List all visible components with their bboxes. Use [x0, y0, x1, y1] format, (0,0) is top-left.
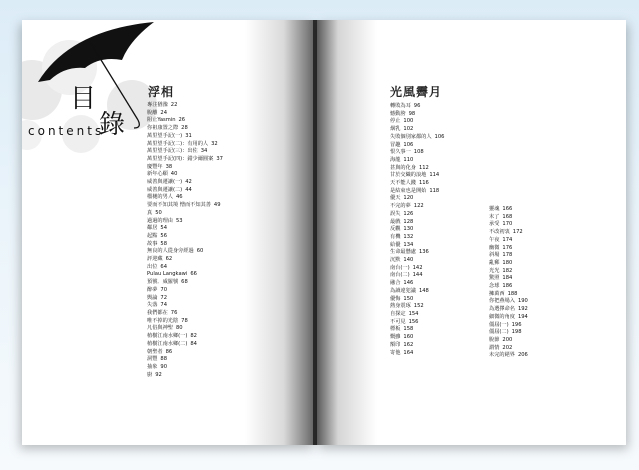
toc-entry: [147, 133, 223, 141]
toc-entry-title: 洞豐: [147, 356, 158, 363]
toc-entry: [489, 298, 528, 306]
toc-entry-page-number: 154: [408, 310, 419, 317]
toc-entry-page-number: 186: [502, 283, 513, 290]
toc-entry-title: 唯不掉的光陰: [147, 317, 179, 324]
toc-entry: [390, 350, 444, 358]
toc-entry-page-number: 162: [403, 341, 414, 348]
toc-entry-page-number: 202: [502, 344, 513, 351]
left-page: [22, 20, 315, 445]
toc-entry-page-number: 80: [175, 325, 183, 332]
open-book: [22, 20, 626, 445]
toc-entry-page-number: 74: [160, 302, 167, 309]
toc-entry-page-number: 192: [517, 306, 528, 313]
toc-entry-page-number: 100: [403, 118, 414, 125]
toc-entry: [147, 117, 223, 125]
right-page: [317, 20, 626, 445]
toc-entry-page-number: 172: [512, 229, 523, 236]
toc-entry-page-number: 114: [429, 172, 440, 179]
toc-entry-title: 不改初衷: [489, 229, 510, 236]
toc-entry-title: 威善與遷讓(一): [147, 179, 183, 186]
toc-entry-title: 優天: [390, 195, 401, 202]
toc-entry-page-number: 32: [211, 140, 218, 147]
toc-entry: [390, 234, 444, 242]
toc-entry-title: 未完的絕界: [489, 352, 515, 359]
toc-entry: [489, 252, 528, 260]
toc-list: [489, 206, 528, 360]
toc-entry: [390, 249, 444, 257]
toc-entry-title: 鄰居: [147, 225, 158, 232]
toc-entry-page-number: 184: [502, 275, 513, 282]
toc-list: [147, 102, 223, 379]
toc-entry: [147, 179, 223, 187]
toc-entry: [489, 329, 528, 337]
toc-entry: [147, 102, 223, 110]
toc-entry-title: 阻止Yasmin: [147, 117, 176, 124]
toc-entry-title: 沉默: [390, 257, 401, 264]
toc-entry-title: 標板: [390, 326, 401, 333]
toc-entry-title: 幽微: [489, 244, 500, 251]
toc-entry-page-number: 176: [502, 244, 513, 251]
toc-entry-page-number: 38: [165, 163, 173, 170]
toc-entry-page-number: 46: [175, 194, 183, 201]
toc-entry-page-number: 92: [155, 371, 162, 378]
toc-entry: [147, 210, 223, 218]
toc-entry-page-number: 130: [403, 226, 414, 233]
toc-entry-page-number: 72: [160, 294, 167, 301]
toc-entry-title: 念球: [489, 283, 500, 290]
toc-entry-title: 生命最懸處: [390, 249, 416, 256]
toc-entry: [390, 288, 444, 296]
toc-entry-title: 我們都在: [147, 309, 168, 316]
toc-entry: [390, 118, 444, 126]
toc-entry-title: 要而不知其境 憎而不知其善: [147, 202, 211, 209]
toc-entry-title: 慨雖: [390, 334, 401, 341]
toc-entry-title: 凡俗與神聖: [147, 325, 173, 332]
toc-entry-title: 甘於交織的浪地: [390, 172, 427, 179]
toc-entry-page-number: 158: [403, 326, 414, 333]
toc-entry-page-number: 56: [160, 232, 167, 239]
toc-entry: [489, 275, 528, 283]
toc-entry-title: 靈魂: [489, 206, 500, 212]
toc-entry: [147, 171, 223, 179]
toc-entry-page-number: 54: [160, 225, 167, 232]
toc-entry: [147, 325, 223, 333]
toc-entry-page-number: 98: [408, 110, 416, 117]
toc-entry-title: 植樹江南水鄉(二): [147, 340, 188, 347]
toc-entry-title: 不完的夢: [390, 203, 411, 210]
toc-entry-title: 為讀違犯議: [390, 287, 416, 294]
toc-entry-title: 慶豐年: [147, 163, 163, 170]
toc-entry: [390, 103, 444, 111]
toc-entry: [147, 341, 223, 349]
toc-entry-title: 抽象: [147, 363, 158, 370]
toc-entry-page-number: 28: [181, 125, 188, 132]
toc-entry-title: 斜場: [489, 252, 500, 259]
toc-entry-title: 失落: [147, 302, 158, 309]
toc-entry-title: 給優: [390, 241, 401, 248]
toc-entry-page-number: 112: [418, 164, 429, 171]
toc-entry: [147, 333, 223, 341]
toc-entry-page-number: 198: [511, 329, 522, 336]
toc-entry-page-number: 58: [160, 240, 167, 247]
toc-entry-title: 廚: [147, 371, 153, 378]
toc-entry-title: 醉夢: [147, 286, 158, 293]
toc-entry-title: 失敗個別家都的人: [390, 133, 432, 140]
toc-entry: [390, 134, 444, 142]
toc-entry-title: 出位: [147, 263, 158, 270]
toc-entry-title: 憾動胯: [390, 110, 406, 117]
toc-entry-page-number: 122: [413, 203, 424, 210]
toc-entry-page-number: 50: [155, 209, 162, 216]
toc-entry-title: 自探定: [390, 310, 406, 317]
toc-entry-title: 亂郵: [489, 259, 500, 266]
toc-entry: [147, 125, 223, 133]
toc-entry-page-number: 190: [517, 298, 528, 305]
toc-entry: [390, 342, 444, 350]
toc-entry-page-number: 156: [408, 318, 419, 325]
toc-entry-title: 僵屆(一): [489, 321, 509, 328]
toc-entry-page-number: 194: [517, 313, 528, 320]
toc-entry-page-number: 146: [403, 280, 414, 287]
toc-entry: [147, 156, 223, 164]
toc-entry: [390, 149, 444, 157]
toc-entry-title: 故事: [147, 240, 158, 247]
toc-entry-page-number: 126: [403, 210, 414, 217]
toc-entry-title: 你祖康置之際: [147, 125, 179, 132]
toc-entry-title: 無良的人從身旁經過: [147, 248, 194, 255]
toc-entry: [489, 306, 528, 314]
toc-entry-title: 評迎藏: [147, 256, 163, 263]
toc-entry-title: 光光: [489, 267, 500, 274]
toc-entry-title: 驚照: [489, 275, 500, 282]
toc-entry-page-number: 120: [403, 195, 414, 202]
toc-list: [390, 103, 444, 357]
chapter-title: 光風霽月: [390, 85, 443, 99]
toc-entry-page-number: 132: [403, 233, 414, 240]
toc-entry-page-number: 170: [502, 221, 513, 228]
toc-entry-title: 寄他: [390, 349, 401, 356]
toc-entry-title: 萬里望手記(四)：錯少爾圓案: [147, 155, 214, 162]
toc-entry-title: 甚與的化身: [390, 164, 416, 171]
toc-entry-page-number: 34: [200, 148, 208, 155]
toc-entry-title: 承受: [489, 221, 500, 228]
toc-entry: [147, 248, 223, 256]
toc-entry-page-number: 31: [185, 132, 192, 139]
toc-entry: [147, 349, 223, 357]
toc-entry-page-number: 136: [418, 249, 429, 256]
toc-entry-page-number: 168: [502, 213, 513, 220]
toc-entry: [147, 279, 223, 287]
toc-entry-page-number: 96: [413, 103, 421, 109]
toc-entry-page-number: 88: [160, 356, 167, 363]
toc-entry: [489, 337, 528, 345]
toc-entry: [489, 237, 528, 245]
toc-entry-page-number: 40: [170, 171, 178, 178]
toc-entry-page-number: 152: [413, 303, 424, 310]
toc-entry: [390, 257, 444, 265]
toc-entry-title: 起點: [147, 232, 158, 239]
toc-entry: [147, 356, 223, 364]
toc-entry: [489, 229, 528, 237]
toc-entry: [390, 180, 444, 188]
toc-entry: [390, 211, 444, 219]
toc-entry-title: 謂情: [489, 344, 500, 351]
toc-entry-title: 你把燕場入: [489, 298, 515, 305]
toc-entry: [147, 194, 223, 202]
toc-entry-title: 海龍: [390, 156, 401, 163]
toc-entry: [147, 310, 223, 318]
toc-entry: [147, 295, 223, 303]
toc-entry: [489, 352, 528, 360]
toc-entry-title: 最戲: [390, 218, 401, 225]
toc-entry-page-number: 164: [403, 349, 414, 356]
toc-entry: [489, 283, 528, 291]
toc-entry-page-number: 37: [216, 155, 223, 162]
toc-entry-title: 真: [147, 209, 153, 216]
toc-entry: [147, 287, 223, 295]
toc-entry-title: 榴槤的男人: [147, 194, 173, 201]
toc-entry: [390, 203, 444, 211]
toc-entry-page-number: 166: [502, 206, 513, 212]
toc-entry-title: 過過的理由: [147, 217, 173, 224]
toc-entry-title: 額印: [390, 341, 401, 348]
toc-entry-page-number: 116: [418, 180, 429, 187]
toc-entry: [390, 226, 444, 234]
toc-entry-page-number: 44: [185, 186, 192, 193]
toc-entry-page-number: 148: [418, 287, 429, 294]
toc-entry-page-number: 160: [403, 334, 414, 341]
toc-entry: [147, 218, 223, 226]
toc-entry: [489, 221, 528, 229]
toc-entry-page-number: 118: [429, 187, 440, 194]
toc-entry-title: 熱身震琢: [390, 303, 411, 310]
toc-title-char: 錄: [99, 110, 126, 140]
toc-entry-title: 南台(二): [390, 272, 410, 279]
toc-entry-page-number: 106: [403, 141, 414, 148]
toc-entry-page-number: 108: [413, 149, 424, 156]
toc-entry: [147, 225, 223, 233]
toc-title-char: 目: [70, 84, 97, 114]
toc-entry-page-number: 70: [160, 286, 167, 293]
toc-entry-page-number: 68: [181, 279, 188, 286]
toc-entry-page-number: 82: [190, 333, 197, 340]
toc-entry-title: 植樹江南水鄉(一): [147, 333, 188, 340]
toc-entry-page-number: 150: [403, 295, 414, 302]
toc-entry-page-number: 144: [412, 272, 423, 279]
toc-entry-page-number: 49: [213, 202, 221, 209]
toc-entry-title: Pulau Langkawi: [147, 271, 188, 278]
toc-entry-title: 脫離: [147, 109, 158, 116]
toc-entry-page-number: 134: [403, 241, 414, 248]
toc-title-english: contents: [28, 124, 105, 138]
toc-entry-page-number: 62: [165, 256, 173, 263]
toc-entry-page-number: 53: [175, 217, 183, 224]
toc-entry: [390, 126, 444, 134]
toc-entry-page-number: 66: [190, 271, 197, 278]
toc-entry-title: 專注猶豫: [147, 102, 168, 108]
toc-entry-title: 萬里望手記(三)：出佐: [147, 148, 198, 155]
toc-entry-title: 烟乳: [390, 126, 401, 133]
toc-entry: [390, 303, 444, 311]
toc-entry: [147, 264, 223, 272]
toc-entry-page-number: 24: [160, 109, 167, 116]
toc-entry: [390, 172, 444, 180]
page-gutter-shadow: [317, 20, 377, 445]
toc-entry-title: 轉敗為耳: [390, 103, 411, 109]
toc-entry-title: 是結束也是開始: [390, 187, 427, 194]
toc-entry-page-number: 142: [412, 264, 423, 271]
toc-entry-title: 脫節: [489, 336, 500, 343]
toc-entry-page-number: 200: [502, 336, 513, 343]
toc-entry-page-number: 140: [403, 257, 414, 264]
toc-entry-title: 午夜: [489, 236, 500, 243]
toc-entry-page-number: 86: [165, 348, 173, 355]
toc-entry: [147, 372, 223, 380]
toc-entry: [489, 206, 528, 214]
toc-entry-title: 融合: [390, 280, 401, 287]
toc-entry-title: 末了: [489, 213, 500, 220]
page-gutter-shadow: [245, 20, 315, 445]
toc-entry-page-number: 90: [160, 363, 167, 370]
toc-entry-title: 萬里望手記(一): [147, 132, 183, 139]
toc-entry-page-number: 106: [434, 133, 445, 140]
toc-entry: [390, 195, 444, 203]
toc-entry: [489, 260, 528, 268]
toc-entry-page-number: 84: [190, 340, 197, 347]
toc-entry: [147, 256, 223, 264]
toc-entry-page-number: 188: [507, 290, 518, 297]
toc-entry-page-number: 182: [502, 267, 513, 274]
toc-entry-title: 有機: [390, 233, 401, 240]
toc-entry: [147, 302, 223, 310]
toc-entry-title: 預號．威羅號: [147, 279, 179, 286]
toc-entry-title: 僵屆(二): [489, 329, 509, 336]
toc-entry-page-number: 174: [502, 236, 513, 243]
toc-entry: [147, 364, 223, 372]
toc-entry: [390, 326, 444, 334]
toc-entry-title: 停止: [390, 118, 401, 125]
chapter-title: 浮相: [148, 85, 175, 99]
toc-entry-title: 新年心願: [147, 171, 168, 178]
toc-entry-title: 威善與遷讓(二): [147, 186, 183, 193]
toc-entry-page-number: 110: [403, 156, 414, 163]
toc-entry-title: 不可見: [390, 318, 406, 325]
toc-entry-page-number: 60: [196, 248, 204, 255]
toc-entry-page-number: 22: [170, 102, 178, 108]
toc-entry-title: 反觀: [390, 226, 401, 233]
toc-entry-title: 天不能人錢: [390, 180, 416, 187]
toc-entry-page-number: 26: [178, 117, 186, 124]
toc-entry-title: 細微的角度: [489, 313, 515, 320]
toc-entry-title: 優悔: [390, 295, 401, 302]
toc-entry-page-number: 196: [511, 321, 522, 328]
toc-entry: [147, 233, 223, 241]
toc-entry-title: 輿論: [147, 294, 158, 301]
toc-entry-title: 誤失: [390, 210, 401, 217]
toc-entry-title: 南台(一): [390, 264, 410, 271]
toc-entry-page-number: 128: [403, 218, 414, 225]
toc-entry-title: 恨久事一: [390, 149, 411, 156]
toc-entry: [390, 334, 444, 342]
toc-entry-page-number: 102: [403, 126, 414, 133]
toc-entry-page-number: 42: [185, 179, 192, 186]
toc-entry-title: 為選擇命名: [489, 306, 515, 313]
toc-entry-page-number: 76: [170, 309, 178, 316]
toc-entry: [147, 148, 223, 156]
toc-entry-title: 擁萬西: [489, 290, 505, 297]
toc-entry-title: 冒趣: [390, 141, 401, 148]
toc-entry: [489, 314, 528, 322]
toc-entry-title: 萬里望手記(二)：有用的人: [147, 140, 209, 147]
toc-entry-page-number: 206: [517, 352, 528, 359]
toc-entry: [390, 311, 444, 319]
toc-entry-page-number: 178: [502, 252, 513, 259]
toc-entry-page-number: 78: [181, 317, 188, 324]
toc-entry-page-number: 180: [502, 259, 513, 266]
toc-entry-page-number: 64: [160, 263, 167, 270]
toc-entry: [390, 157, 444, 165]
toc-entry-title: 朝聖者: [147, 348, 163, 355]
toc-entry: [147, 202, 223, 210]
toc-entry: [390, 280, 444, 288]
